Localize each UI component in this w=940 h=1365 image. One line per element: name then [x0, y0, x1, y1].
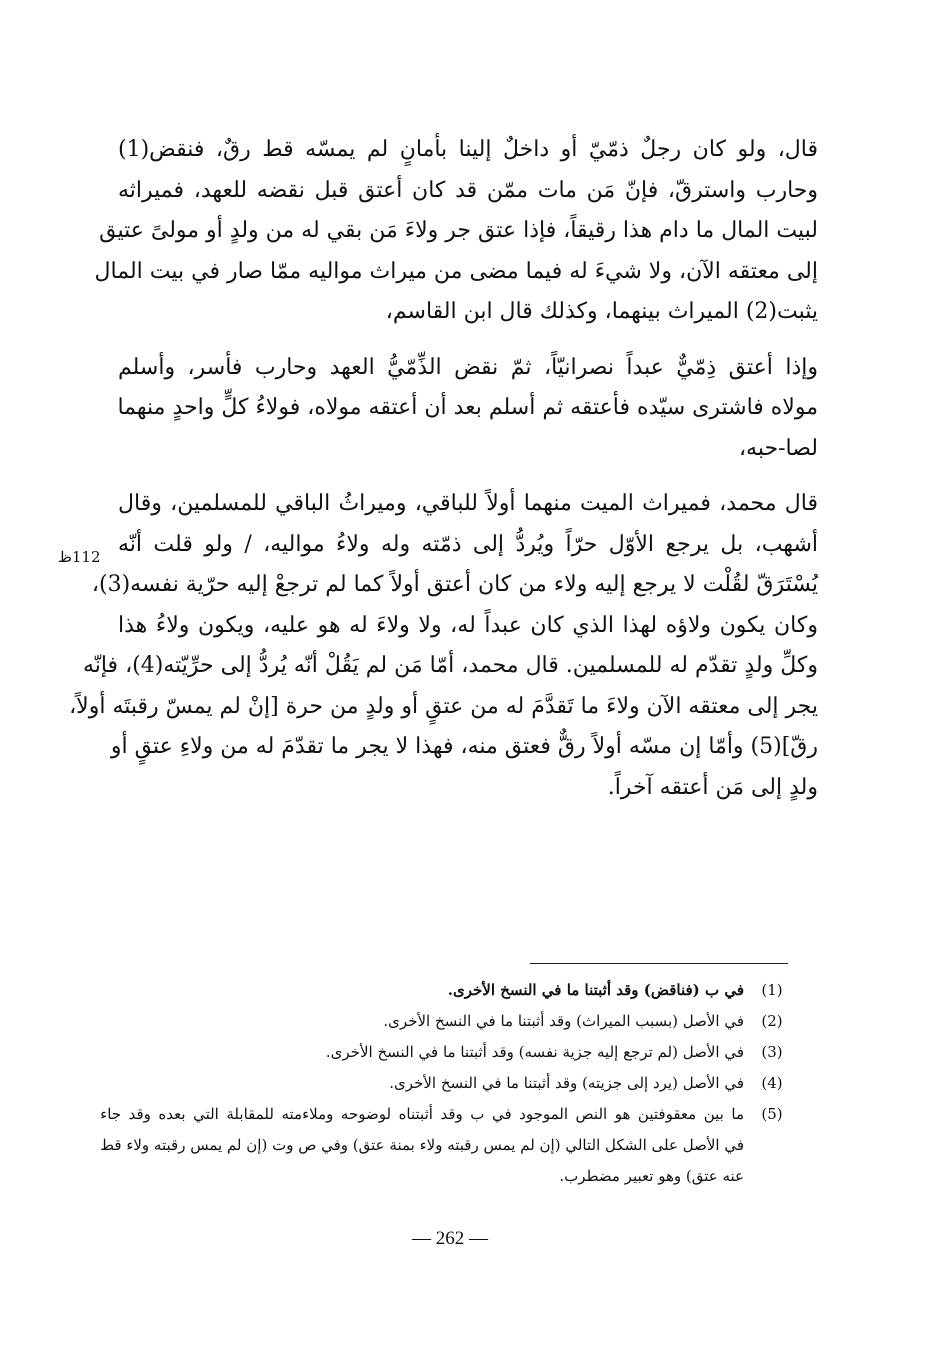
footnote-text: في ب (فناقض) وقد أثبتنا ما في النسخ الأخرى. — [447, 981, 744, 999]
text-line: قال محمد، فميراث الميت منهما أولاً للباقي، وميراثُ الباقي للمسلمين، وقال — [118, 491, 818, 516]
text-line: لبيت المال ما دام هذا رقيقاً، فإذا عتق جر ولاءَ مَن بقي له من ولدٍ أو مولىً عتيق — [99, 218, 818, 243]
text-line: يُسْتَرَقّ لقُلْت لا يرجع إليه ولاء من كان أعتق أولاً كما لم ترجعْ إليه حرّية نفسه(3)، — [91, 572, 818, 597]
text-line: وكان يكون ولاؤه لهذا الذي كان عبداً له، ولا ولاءَ له هو عليه، ويكون ولاءُ هذا — [118, 612, 818, 638]
page-number: — 262 — — [412, 1228, 488, 1249]
footnote-number: (2) — [761, 1012, 783, 1030]
footnote-5 — [100, 1099, 800, 1192]
footnote-3 — [118, 1037, 800, 1068]
paragraph-1 — [94, 130, 818, 333]
footnote-text: في الأصل (لم ترجع إليه جزية نفسه) وقد أثبتنا ما في النسخ الأخرى. — [325, 1043, 744, 1061]
footnote-number: (1) — [761, 981, 783, 999]
footnote-text: عنه عتق) وهو تعبير مضطرب. — [559, 1167, 744, 1185]
footnote-number: (5) — [761, 1105, 783, 1123]
footnote-2 — [118, 1006, 800, 1037]
footnote-text: في الأصل (بسبب الميراث) وقد أثبتنا ما في النسخ الأخرى. — [383, 1012, 744, 1030]
footnote-text: في الأصل (يرد إلى جزيته) وقد أثبتنا ما في النسخ الأخرى. — [389, 1074, 744, 1092]
footnotes — [100, 975, 800, 1192]
text-line: مولاه فاشترى سيّده فأعتقه ثم أسلم بعد أن أعتقه مولاه، فولاءُ كلٍّ واحدٍ منهما — [117, 395, 818, 420]
text-line: وكلِّ ولدٍ تقدّم له للمسلمين. قال محمد، أمّا مَن لم يَقُلْ أنّه يُردُّ إلى حرِّيّته(4)، فإنّه — [82, 653, 818, 678]
text-line: وإذا أعتق ذِمّيٌّ عبداً نصرانيّاً، ثمّ نقض الذِّمّيُّ العهد وحارب فأسر، وأسلم — [118, 354, 818, 380]
text-line: لصا-حبه، — [738, 435, 818, 461]
text-line: يثبت(2) الميراث بينهما، وكذلك قال ابن القاسم، — [385, 299, 818, 324]
text-line: قال، ولو كان رجلٌ ذمّيّ أو داخلٌ إلينا بأمانٍ لم يمسّه قط رقٌ، فنقض(1) — [118, 137, 818, 162]
text-line: رقّ](5) وأمّا إن مسّه أولاً رقٌّ فعتق منه، فهذا لا يجر ما تقدّمَ له من ولاءِ عتقٍ أو — [110, 734, 818, 759]
footnote-1 — [118, 975, 800, 1006]
text-line: ولدٍ إلى مَن أعتقه آخراً. — [607, 774, 818, 800]
paragraph-2 — [118, 348, 818, 470]
text-line: أشهب، بل يرجع الأوّل حرّاً ويُردُّ إلى ذمّته وله ولاءُ مواليه، / ولو قلت أنّه — [118, 531, 818, 557]
footnote-text: في الأصل على الشكل التالي (إن لم يمس رقبته ولاء بمنة عتق) وفي ص وت (إن لم يمس رقبته ولاء قط — [100, 1136, 744, 1154]
footnote-divider — [530, 963, 788, 964]
footnote-text: ما بين معقوفتين هو النص الموجود في ب وقد أثبتناه لوضوحه وملاءمته للمقابلة التي بعده وقد جاء — [100, 1105, 744, 1123]
text-line: إلى معتقه الآن، ولا شيءَ له فيما مضى من ميراث مواليه ممّا صار في بيت المال — [94, 258, 818, 284]
manuscript-folio-note: 112ظ — [58, 548, 101, 566]
footnote-4 — [118, 1068, 800, 1099]
text-line: يجر إلى معتقه الآن ولاءَ ما تَقدَّمَ له من عتقٍ أو ولدٍ من حرة [إنْ لم يمسّ رقبتَه أولاً، — [69, 693, 818, 719]
text-line: وحارب واسترقّ، فإنّ مَن مات ممّن قد كان أعتق قبل نقضه للعهد، فميراثه — [118, 177, 818, 203]
footnote-number: (3) — [761, 1043, 783, 1061]
footnote-number: (4) — [761, 1074, 783, 1092]
